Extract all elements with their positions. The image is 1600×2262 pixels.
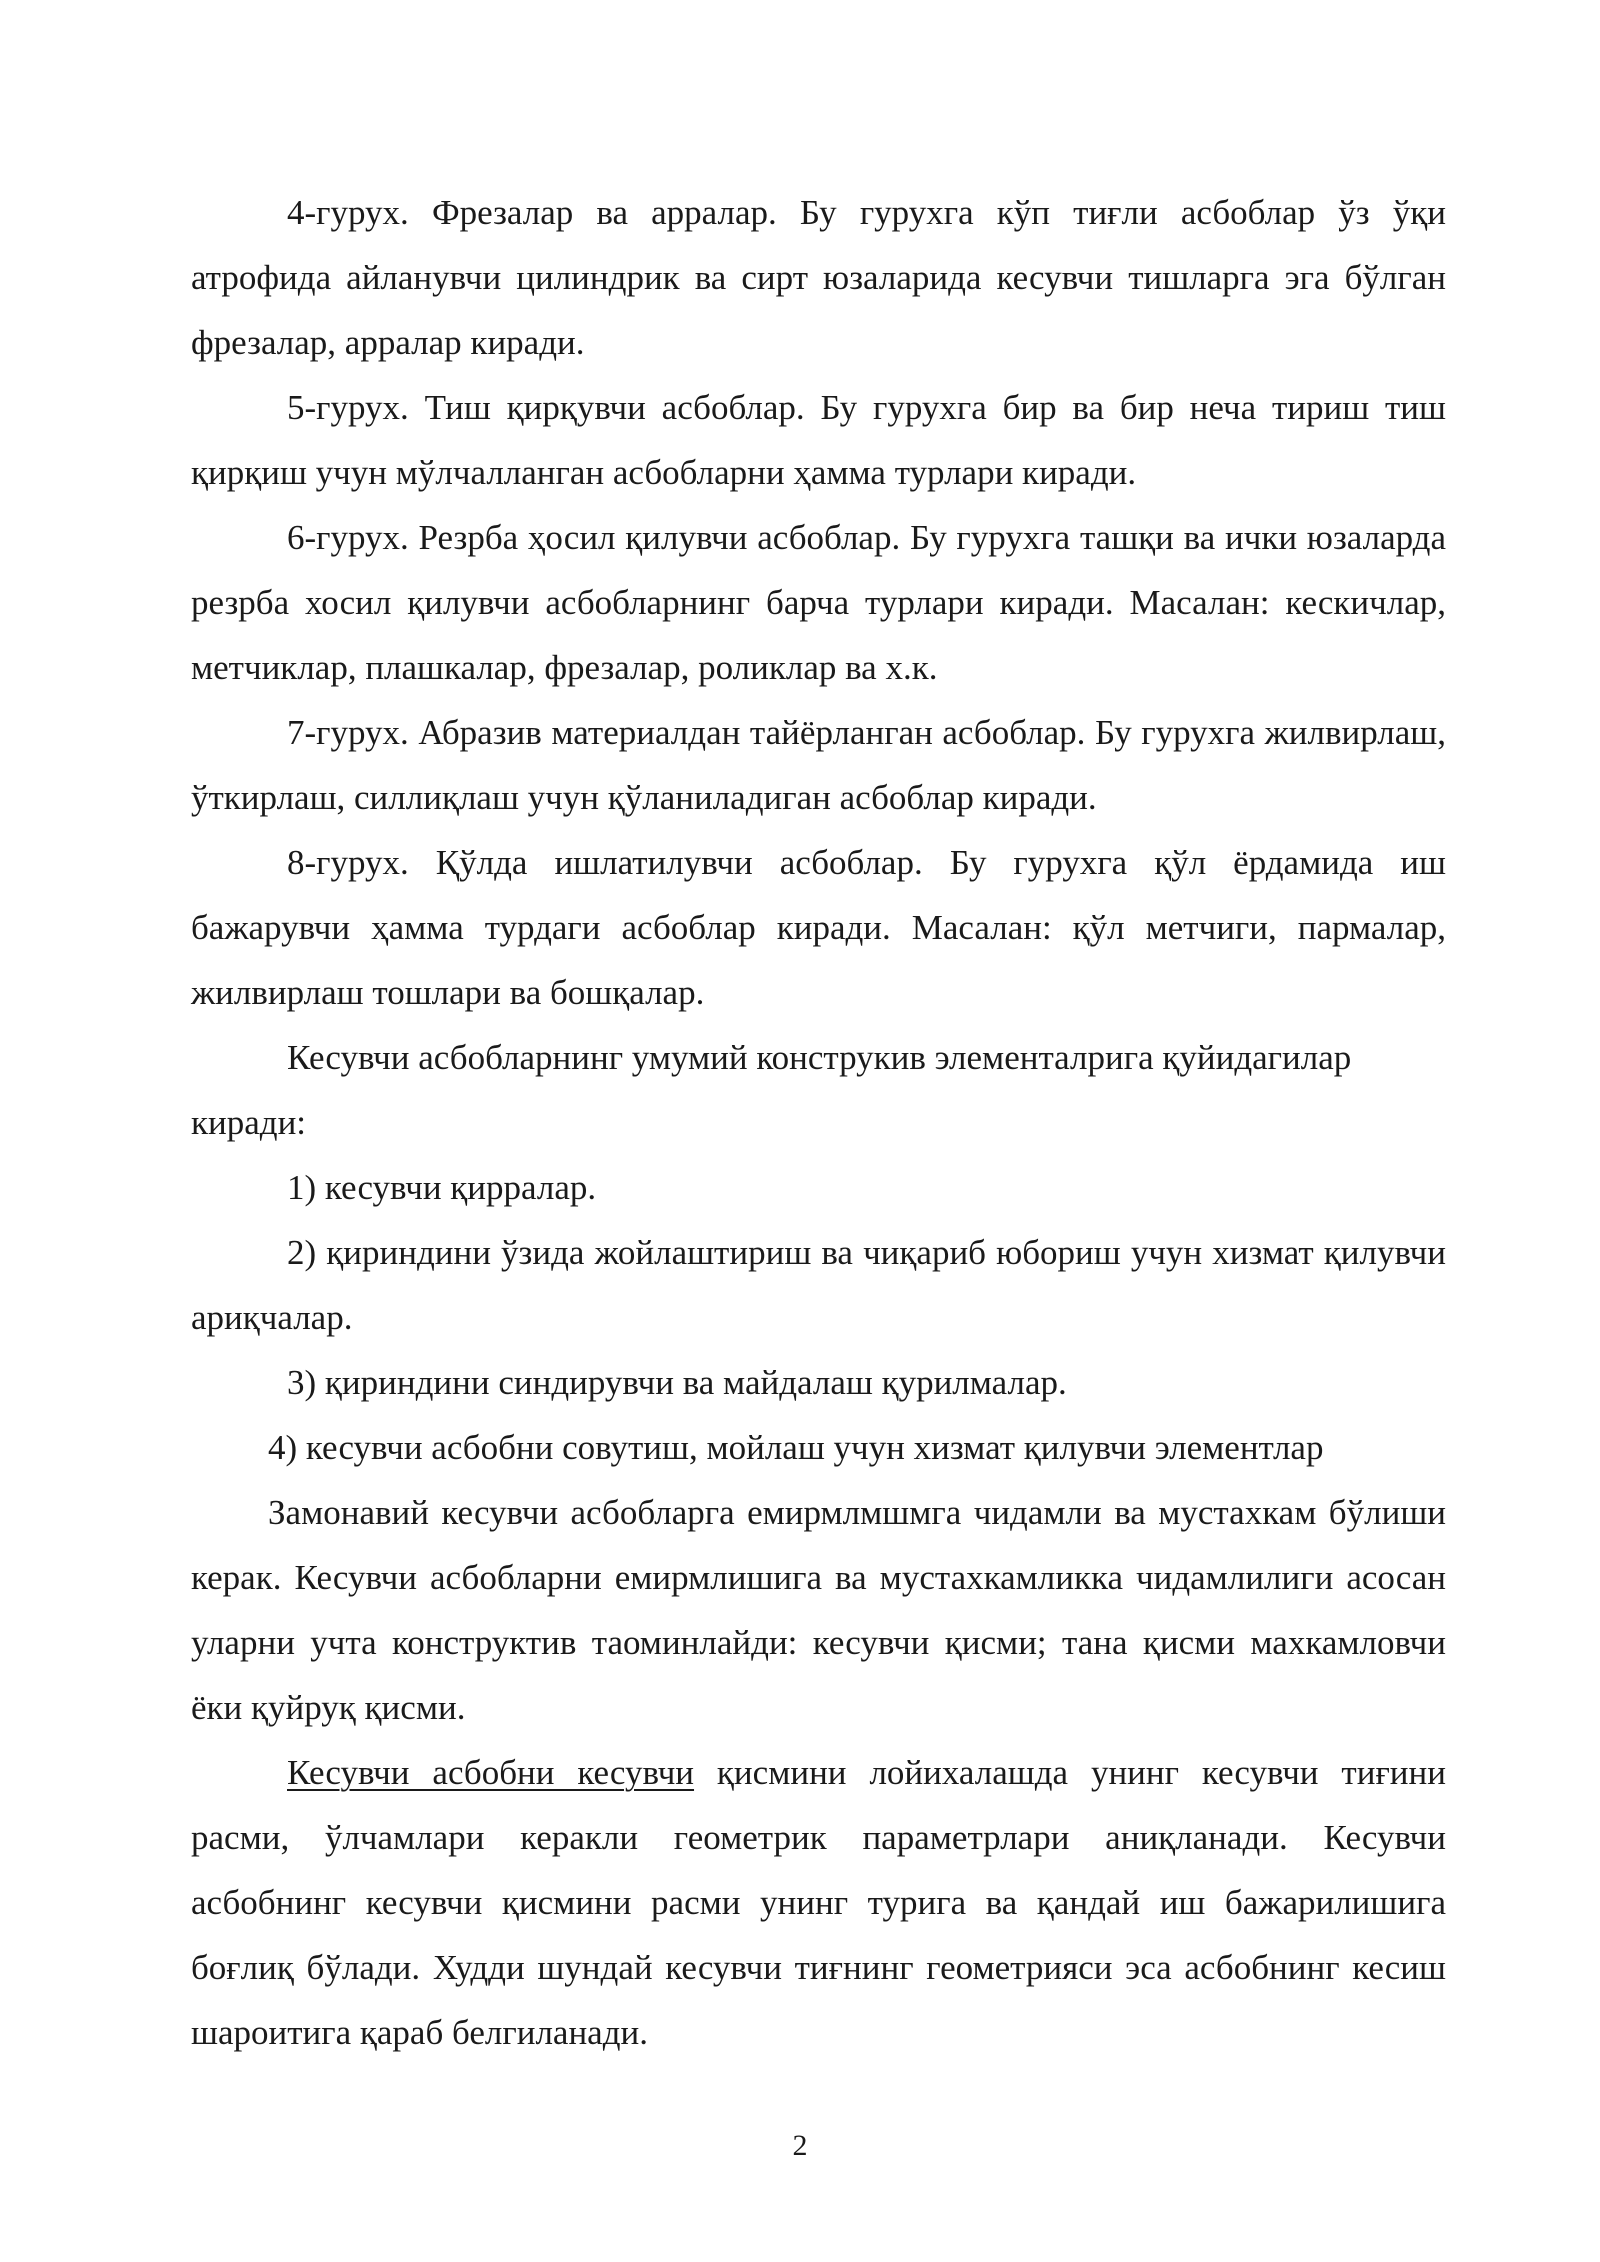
paragraph-elements-intro: Кесувчи асбобларнинг умумий конструкив элементалрига қуйидагилар киради: bbox=[191, 1038, 1352, 1142]
list-item-3: 3) қириндини синдирувчи ва майдалаш қурилмалар. bbox=[287, 1363, 1067, 1402]
page-body bbox=[191, 180, 1446, 2065]
paragraph-modern-tools: Замонавий кесувчи асбобларга емирмлмшмга чидамли ва мустахкам бўлиши керак. Кесувчи асбобларни емирмлишига ва мустахкамликка чидамлилиги асосан уларни учта конструктив таоминлайди: кесувчи қисми; тана қисми махкамловчи ёки қуйруқ қисми. bbox=[191, 1493, 1446, 1727]
paragraph-group-4: 4-гурух. Фрезалар ва арралар. Бу гурухга кўп тиғли асбоблар ўз ўқи атрофида айланувчи цилиндрик ва сирт юзаларида кесувчи тишларга эга бўлган фрезалар, арралар киради. bbox=[191, 193, 1446, 362]
paragraph-group-8: 8-гурух. Қўлда ишлатилувчи асбоблар. Бу гурухга қўл ёрдамида иш бажарувчи ҳамма турдаги асбоблар киради. Масалан: қўл метчиги, пармалар, жилвирлаш тошлари ва бошқалар. bbox=[191, 843, 1446, 1012]
underlined-phrase: Кесувчи асбобни кесувчи bbox=[287, 1753, 695, 1792]
paragraph-group-6: 6-гурух. Резрба ҳосил қилувчи асбоблар. Бу гурухга ташқи ва ички юзаларда резрба хосил қилувчи асбобларнинг барча турлари киради. Масалан: кескичлар, метчиклар, плашкалар, фрезалар, роликлар ва х.к. bbox=[191, 518, 1446, 687]
list-item-1: 1) кесувчи қирралар. bbox=[287, 1168, 597, 1207]
paragraph-cutting-part bbox=[191, 1740, 1446, 2065]
paragraph-group-5: 5-гурух. Тиш қирқувчи асбоблар. Бу гурухга бир ва бир неча тириш тиш қирқиш учун мўлчалланган асбобларни ҳамма турлари киради. bbox=[191, 388, 1446, 492]
paragraph-cutting-part-text: қисмини лойихалашда унинг кесувчи тиғини расми, ўлчамлари керакли геометрик параметрлари аниқланади. Кесувчи асбобнинг кесувчи қисмини расми унинг турига ва қандай иш бажарилишига боғлиқ бўлади. Худди шундай кесувчи тиғнинг геометрияси эса асбобнинг кесиш шароитига қараб белгиланади. bbox=[191, 1753, 1446, 2052]
page-number: 2 bbox=[792, 2129, 808, 2162]
list-item-4: 4) кесувчи асбобни совутиш, мойлаш учун хизмат қилувчи элементлар bbox=[268, 1428, 1324, 1467]
list-item-2: 2) қириндини ўзида жойлаштириш ва чиқариб юбориш учун хизмат қилувчи ариқчалар. bbox=[191, 1233, 1446, 1337]
paragraph-group-7: 7-гурух. Абразив материалдан тайёрланган асбоблар. Бу гурухга жилвирлаш, ўткирлаш, силлиқлаш учун қўланиладиган асбоблар киради. bbox=[191, 713, 1446, 817]
